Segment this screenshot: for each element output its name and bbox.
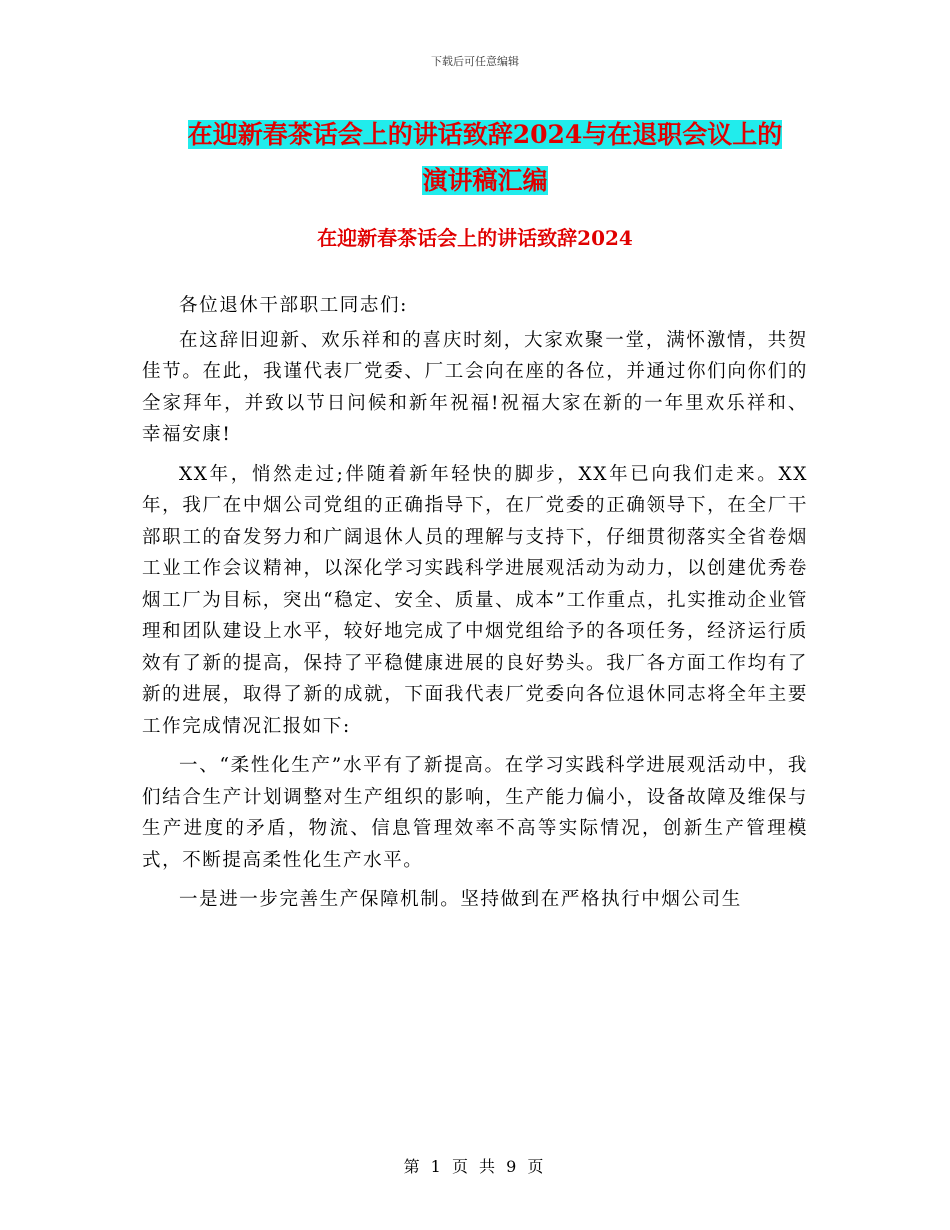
document-title-line-2: 演讲稿汇编: [422, 166, 548, 195]
body-paragraph-subpoint: 一是进一步完善生产保障机制。坚持做到在严格执行中烟公司生: [179, 889, 742, 910]
page-number-footer: 第 1 页 共 9 页: [403, 1157, 547, 1176]
document-title-line-1: 在迎新春茶话会上的讲话致辞2024与在退职会议上的: [187, 120, 783, 149]
body-paragraph-point-one: 一、“柔性化生产”水平有了新提高。在学习实践科学进展观活动中，我们结合生产计划调整对生产组织的影响，生产能力偏小，设备故障及维保与生产进度的矛盾，物流、信息管理效率不高等实际情况，创新生产管理模式，不断提高柔性化生产水平。: [142, 755, 808, 871]
document-body: [142, 290, 808, 916]
body-paragraph-greeting: 在这辞旧迎新、欢乐祥和的喜庆时刻，大家欢聚一堂，满怀激情，共贺佳节。在此，我谨代表厂党委、厂工会向在座的各位，并通过你们向你们的全家拜年，并致以节日问候和新年祝福!祝福大家在新的一年里欢乐祥和、幸福安康!: [142, 329, 808, 445]
salutation-paragraph: 各位退休干部职工同志们:: [179, 295, 408, 316]
body-paragraph-review: XX年，悄然走过;伴随着新年轻快的脚步，XX年已向我们走来。XX年，我厂在中烟公司党组的正确指导下，在厂党委的正确领导下，在全厂干部职工的奋发努力和广阔退休人员的理解与支持下，仔细贯彻落实全省卷烟工业工作会议精神，以深化学习实践科学进展观活动为动力，以创建优秀卷烟工厂为目标，突出“稳定、安全、质量、成本”工作重点，扎实推动企业管理和团队建设上水平，较好地完成了中烟党组给予的各项任务，经济运行质效有了新的提高，保持了平稳健康进展的良好势头。我厂各方面工作均有了新的进展，取得了新的成就，下面我代表厂党委向各位退休同志将全年主要工作完成情况汇报如下:: [142, 463, 808, 737]
section-title: 在迎新春茶话会上的讲话致辞2024: [317, 226, 633, 250]
document-title: [140, 112, 830, 204]
header-note: 下载后可任意编辑: [431, 55, 519, 68]
